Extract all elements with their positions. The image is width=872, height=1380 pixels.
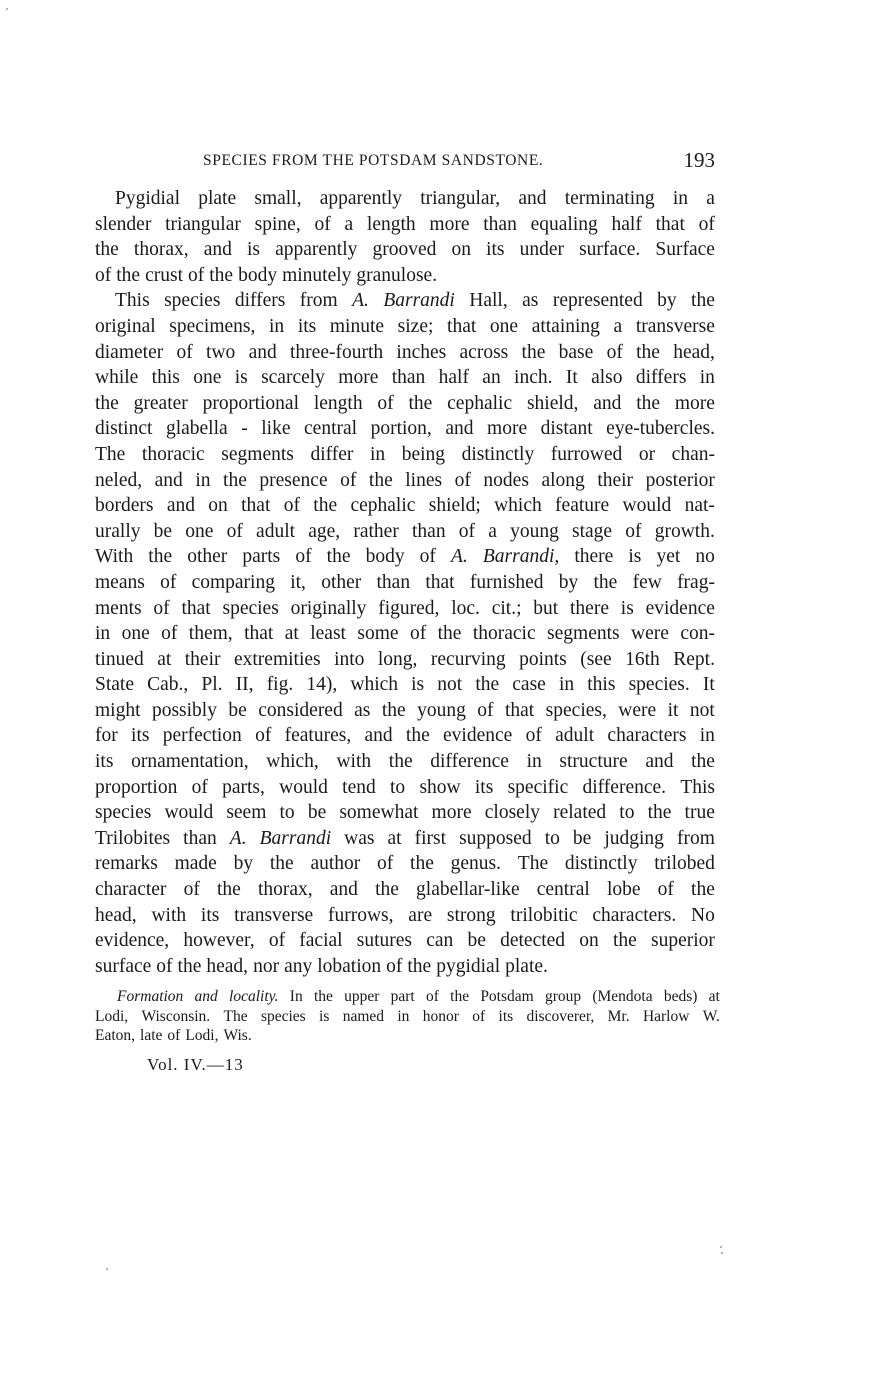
- text-line: means of comparing it, other than that furnished by the few frag-: [95, 571, 715, 593]
- text-line: State Cab., Pl. II, fig. 14), which is not the case in this species. It: [95, 674, 715, 696]
- text-line: Pygidial plate small, apparently triangular, and terminating in a: [115, 188, 715, 209]
- note-line: Formation and locality. In the upper part of the Potsdam group (Mendota beds) at: [117, 988, 720, 1005]
- scan-speck: [720, 1246, 722, 1248]
- text-line: urally be one of adult age, rather than of a young stage of growth.: [95, 520, 715, 542]
- body-text: [95, 186, 715, 979]
- text-line: Trilobites than A. Barrandi was at first supposed to be judging from: [95, 827, 715, 849]
- text-line: original specimens, in its minute size; that one attaining a transverse: [95, 315, 715, 337]
- text-line: With the other parts of the body of A. Barrandi, there is yet no: [95, 546, 715, 568]
- text-line: head, with its transverse furrows, are strong trilobitic characters. No: [95, 904, 715, 926]
- text-line: of the crust of the body minutely granulose.: [95, 264, 438, 286]
- running-title: SPECIES FROM THE POTSDAM SANDSTONE.: [203, 152, 544, 169]
- text-line: surface of the head, nor any lobation of the pygidial plate.: [95, 955, 548, 977]
- text-line: its ornamentation, which, with the difference in structure and the: [95, 751, 715, 773]
- text-line: might possibly be considered as the young of that species, were it not: [95, 699, 715, 721]
- running-head: [95, 148, 715, 178]
- text-line: while this one is scarcely more than half an inch. It also differs in: [95, 367, 715, 389]
- text-line: neled, and in the presence of the lines of nodes along their posterior: [95, 469, 715, 491]
- formation-and-locality-note: [95, 987, 720, 1046]
- text-line: diameter of two and three-fourth inches across the base of the head,: [95, 341, 715, 363]
- scan-speck: [106, 1268, 108, 1270]
- note-line: Eaton, late of Lodi, Wis.: [95, 1027, 252, 1044]
- text-line: in one of them, that at least some of the thoracic segments were con-: [95, 623, 715, 645]
- signature-mark: Vol. IV.—13: [147, 1055, 244, 1074]
- text-line: borders and on that of the cephalic shield; which feature would nat-: [95, 495, 715, 517]
- text-line: for its perfection of features, and the evidence of adult characters in: [95, 725, 715, 747]
- text-line: the greater proportional length of the cephalic shield, and the more: [95, 392, 715, 414]
- scan-speck: [6, 8, 8, 10]
- text-line: The thoracic segments differ in being distinctly furrowed or chan-: [95, 443, 715, 465]
- text-line: distinct glabella - like central portion, and more distant eye-tubercles.: [95, 418, 715, 440]
- text-line: the thorax, and is apparently grooved on its under surface. Surface: [95, 239, 715, 261]
- page-number: 193: [683, 148, 715, 172]
- text-line: ments of that species originally figured, loc. cit.; but there is evidence: [95, 597, 715, 619]
- text-line: species would seem to be somewhat more closely related to the true: [95, 802, 715, 824]
- text-line: tinued at their extremities into long, recurving points (see 16th Rept.: [95, 648, 715, 670]
- text-line: slender triangular spine, of a length more than equaling half that of: [95, 213, 715, 235]
- text-line: This species differs from A. Barrandi Hall, as represented by the: [115, 290, 715, 312]
- text-line: proportion of parts, would tend to show its specific difference. This: [95, 776, 715, 798]
- text-line: remarks made by the author of the genus. The distinctly trilobed: [95, 853, 715, 875]
- text-line: evidence, however, of facial sutures can be detected on the superior: [95, 930, 715, 952]
- note-line: Lodi, Wisconsin. The species is named in honor of its discoverer, Mr. Harlow W.: [95, 1007, 720, 1025]
- scan-speck: [721, 1252, 723, 1254]
- text-line: character of the thorax, and the glabellar-like central lobe of the: [95, 879, 715, 901]
